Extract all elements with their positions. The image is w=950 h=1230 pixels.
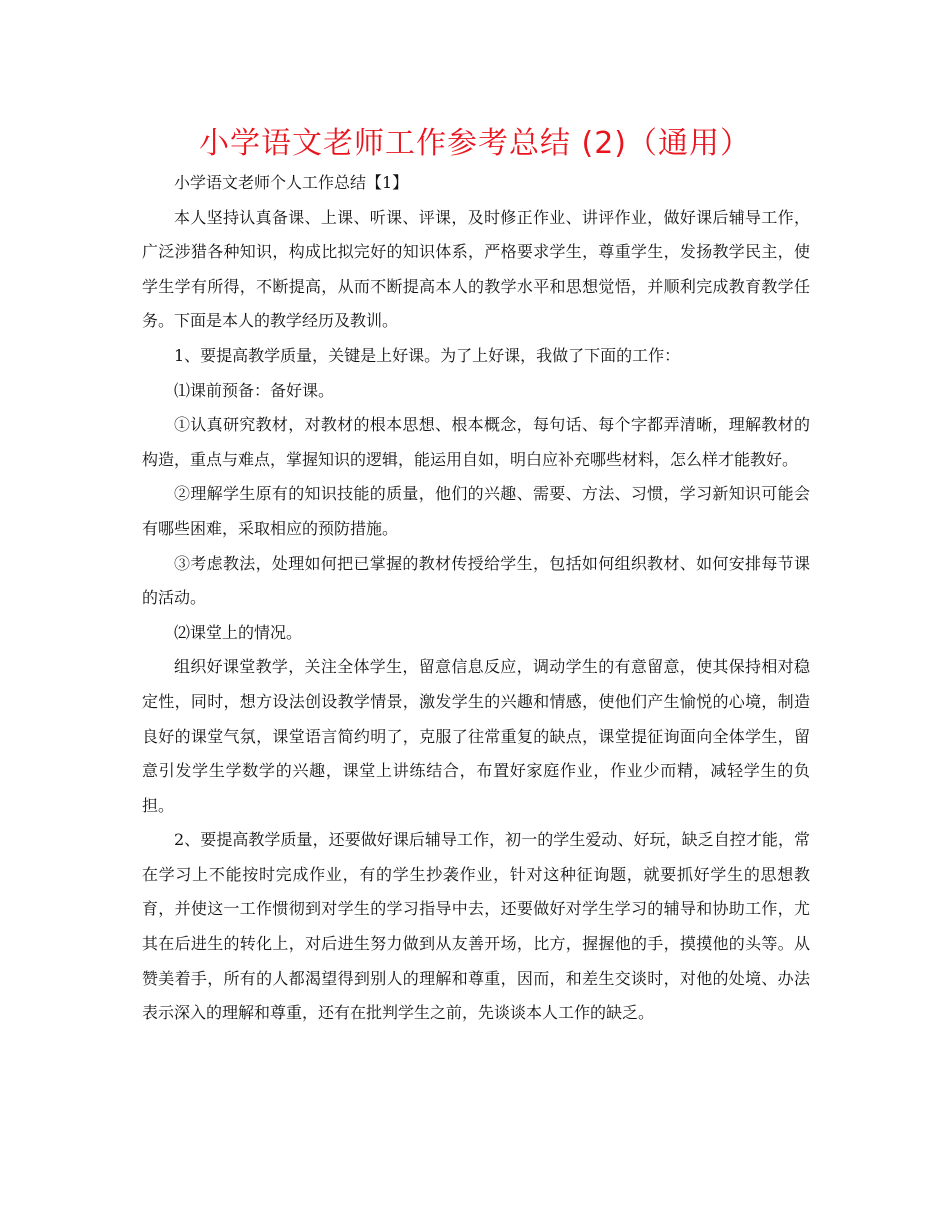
document-body (142, 166, 810, 1031)
paragraph: ⑵课堂上的情况。 (174, 622, 303, 642)
paragraph: ②理解学生原有的知识技能的质量，他们的兴趣、需要、方法、习惯，学习新知识可能会有哪些困难，采取相应的预防措施。 (142, 484, 810, 538)
paragraph: 组织好课堂教学，关注全体学生，留意信息反应，调动学生的有意留意，使其保持相对稳定性，同时，想方设法创设教学情景，激发学生的兴趣和情感，使他们产生愉悦的心境，制造良好的课堂气氛，课堂语言简约明了，克服了往常重复的缺点，课堂提征询面向全体学生，留意引发学生学数学的兴趣，课堂上讲练结合，布置好家庭作业，作业少而精，减轻学生的负担。 (142, 657, 810, 815)
paragraph: ①认真研究教材，对教材的根本思想、根本概念，每句话、每个字都弄清晰，理解教材的构造，重点与难点，掌握知识的逻辑，能运用自如，明白应补充哪些材料，怎么样才能教好。 (142, 415, 810, 469)
paragraph: 1、要提高教学质量，关键是上好课。为了上好课，我做了下面的工作： (174, 345, 681, 365)
paragraph-subtitle: 小学语文老师个人工作总结【1】 (174, 173, 409, 192)
paragraph: ③考虑教法，处理如何把已掌握的教材传授给学生，包括如何组织教材、如何安排每节课的活动。 (142, 553, 810, 608)
paragraph: 2、要提高教学质量，还要做好课后辅导工作，初一的学生爱动、好玩，缺乏自控才能，常在学习上不能按时完成作业，有的学生抄袭作业，针对这种征询题，就要抓好学生的思想教育，并使这一工作惯彻到对学生的学习指导中去，还要做好对学生学习的辅导和协助工作，尤其在后进生的转化上，对后进生努力做到从友善开场，比方，握握他的手，摸摸他的头等。从赞美着手，所有的人都渴望得到别人的理解和尊重，因而，和差生交谈时，对他的处境、办法表示深入的理解和尊重，还有在批判学生之前，先谈谈本人工作的缺乏。 (142, 830, 810, 1023)
paragraph: ⑴课前预备：备好课。 (174, 380, 335, 400)
paragraph: 本人坚持认真备课、上课、听课、评课，及时修正作业、讲评作业，做好课后辅导工作，广泛涉猎各种知识，构成比拟完好的知识体系，严格要求学生，尊重学生，发扬教学民主，使学生学有所得，不断提高，从而不断提高本人的教学水平和思想觉悟，并顺利完成教育教学任务。下面是本人的教学经历及教训。 (142, 207, 810, 331)
document-title: 小学语文老师工作参考总结 (2)（通用） (198, 126, 752, 161)
